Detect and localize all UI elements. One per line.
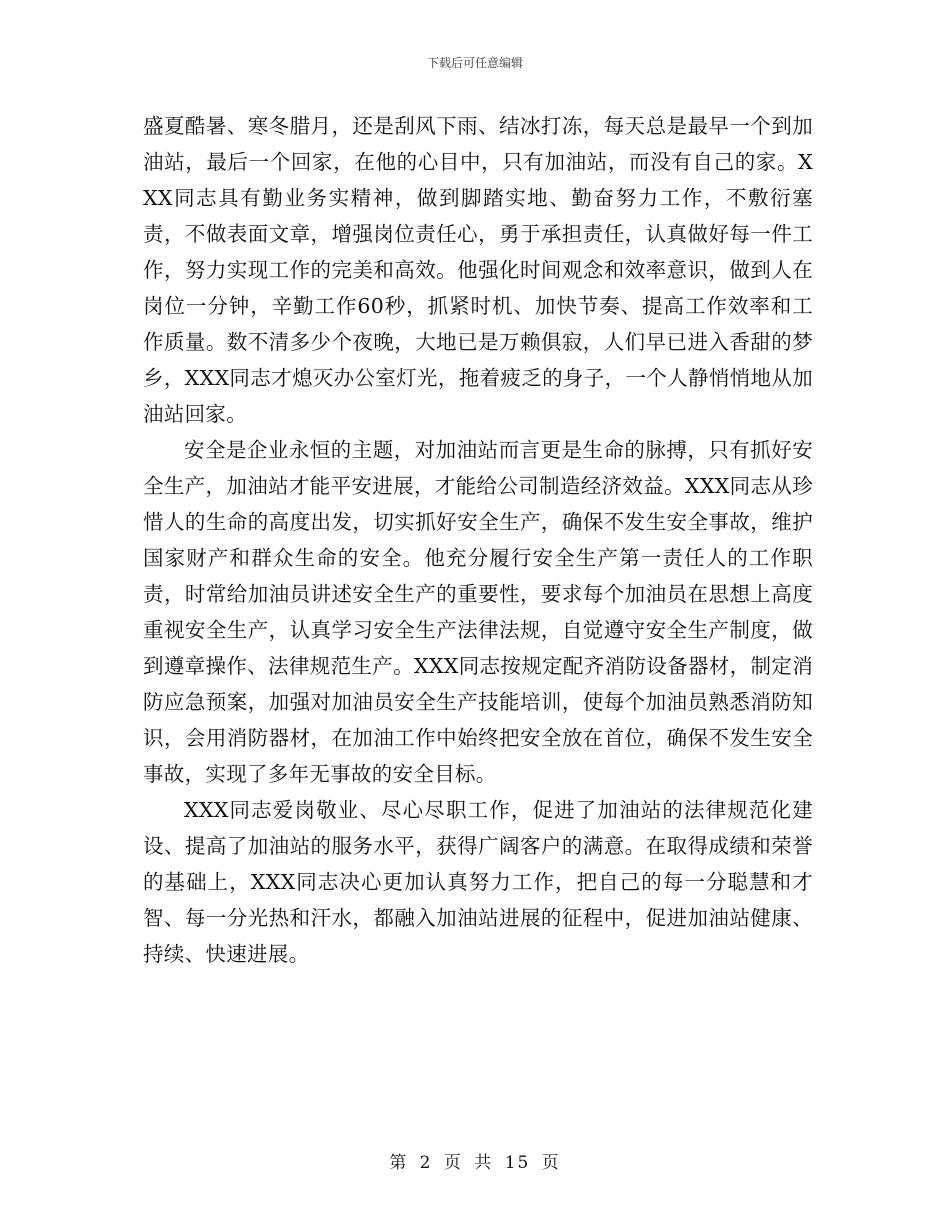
paragraph-1: 盛夏酷暑、寒冬腊月，还是刮风下雨、结冰打冻，每天总是最早一个到加油站，最后一个回家，在他的心目中，只有加油站，而没有自己的家。XXX同志具有勤业务实精神，做到脚踏实地、勤奋努力工作，不敷衍塞责，不做表面文章，增强岗位责任心，勇于承担责任，认真做好每一件工作，努力实现工作的完美和高效。他强化时间观念和效率意识，做到人在岗位一分钟，辛勤工作60秒，抓紧时机、加快节奏、提高工作效率和工作质量。数不清多少个夜晚，大地已是万赖俱寂，人们早已进入香甜的梦乡，XXX同志才熄灭办公室灯光，拖着疲乏的身子，一个人静悄悄地从加油站回家。 <box>143 114 813 426</box>
page-number: 第 2 页 共 15 页 <box>389 1153 561 1173</box>
paragraph-3: XXX同志爱岗敬业、尽心尽职工作，促进了加油站的法律规范化建设、提高了加油站的服务水平，获得广阔客户的满意。在取得成绩和荣誉的基础上，XXX同志决心更加认真努力工作，把自己的每一分聪慧和才智、每一分光热和汗水，都融入加油站进展的征程中，促进加油站健康、持续、快速进展。 <box>143 798 813 966</box>
document-body <box>143 108 813 972</box>
page-header-note: 下载后可任意编辑 <box>426 56 523 70</box>
paragraph-2: 安全是企业永恒的主题，对加油站而言更是生命的脉搏，只有抓好安全生产，加油站才能平安进展，才能给公司制造经济效益。XXX同志从珍惜人的生命的高度出发，切实抓好安全生产，确保不发生安全事故，维护国家财产和群众生命的安全。他充分履行安全生产第一责任人的工作职责，时常给加油员讲述安全生产的重要性，要求每个加油员在思想上高度重视安全生产，认真学习安全生产法律法规，自觉遵守安全生产制度，做到遵章操作、法律规范生产。XXX同志按规定配齐消防设备器材，制定消防应急预案，加强对加油员安全生产技能培训，使每个加油员熟悉消防知识，会用消防器材，在加油工作中始终把安全放在首位，确保不发生安全事故，实现了多年无事故的安全目标。 <box>143 438 813 786</box>
